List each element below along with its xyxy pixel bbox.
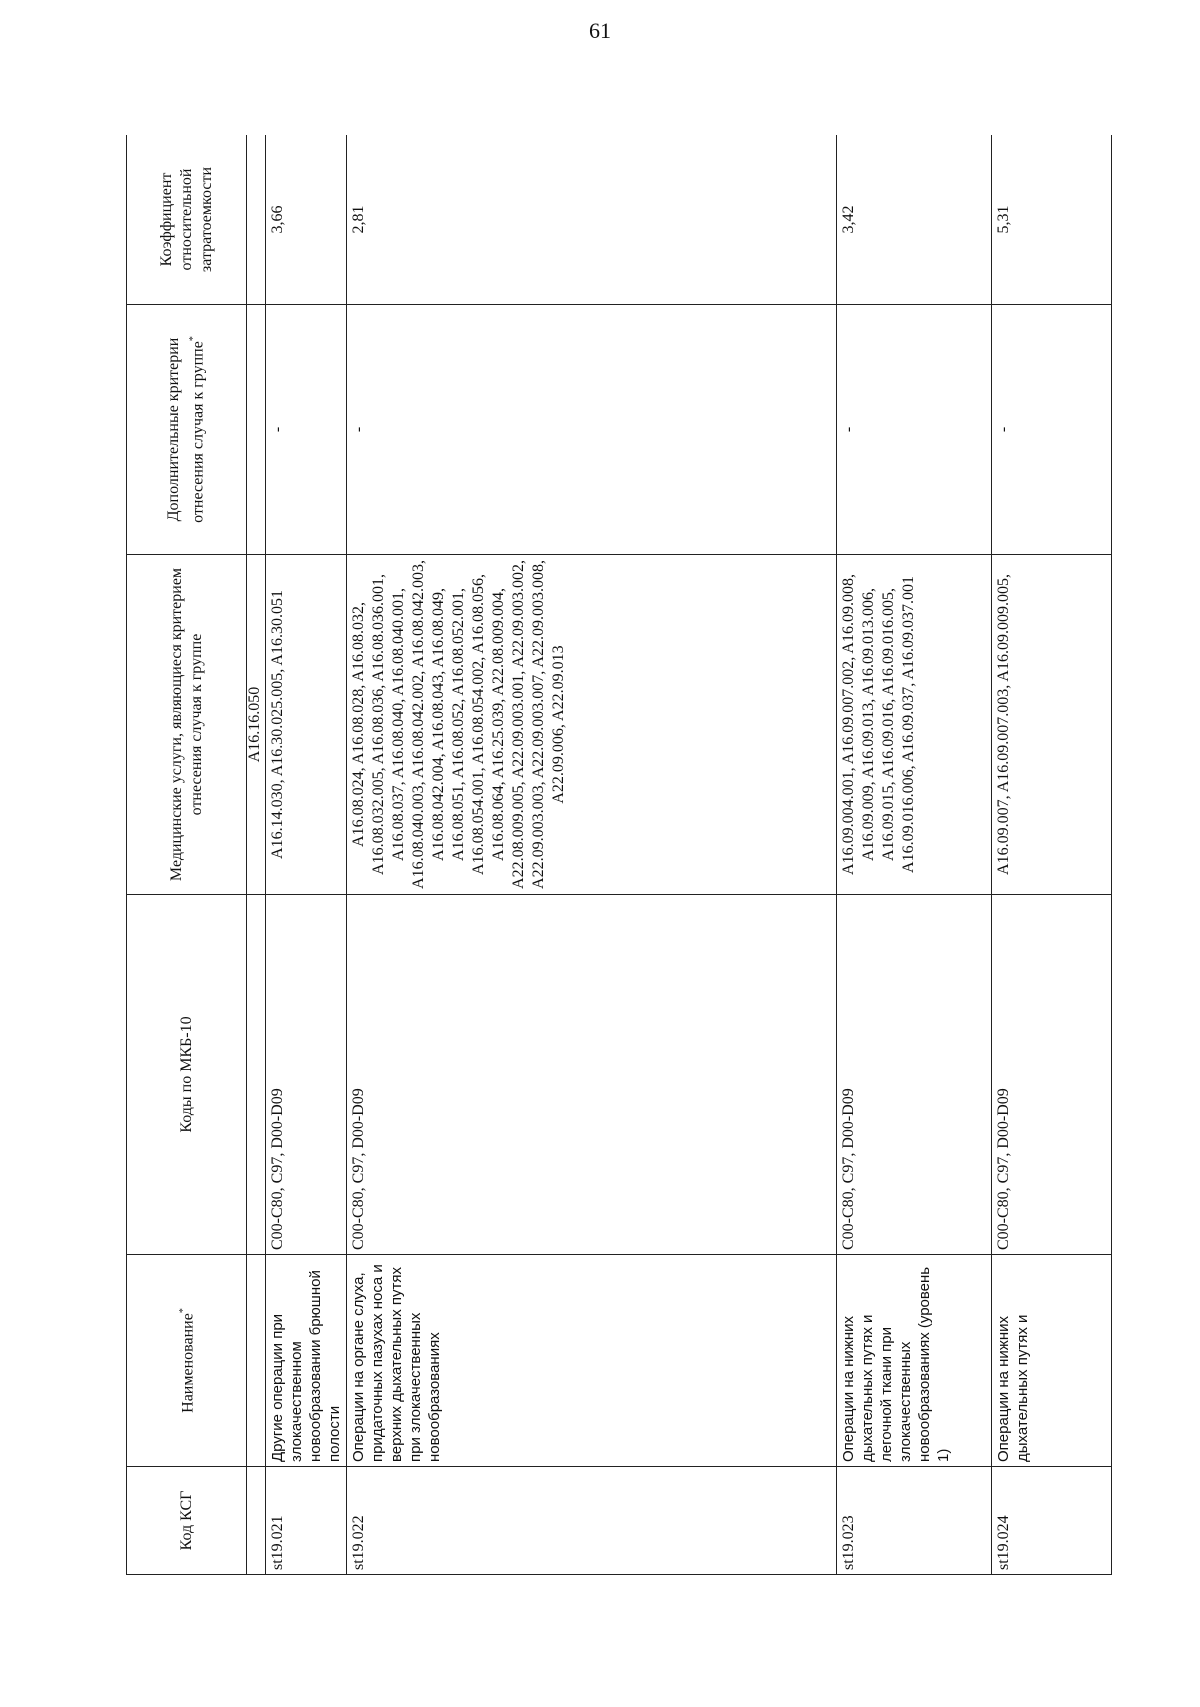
row-extra: - (837, 305, 992, 555)
row-name: Другие операции при злокачественном новообразовании брюшной полости (266, 1255, 347, 1467)
row-mkb: C00-C80, C97, D00-D09 (992, 895, 1112, 1255)
row-services: A16.09.007, A16.09.007.003, A16.09.009.005, (992, 555, 1112, 895)
table-row (837, 135, 992, 1575)
header-extra: Дополнительные критерии отнесения случая к группе* (127, 305, 247, 555)
header-coef: Коэффициент относительной затратоемкости (127, 135, 247, 305)
row-code: st19.024 (992, 1467, 1112, 1575)
row-extra: - (347, 305, 837, 555)
row-coef: 3,66 (266, 135, 347, 305)
landscape-table-container (126, 135, 1184, 1575)
carryover-services: A16.16.050 (247, 555, 266, 895)
row-code: st19.021 (266, 1467, 347, 1575)
row-code: st19.022 (347, 1467, 837, 1575)
row-mkb: C00-C80, C97, D00-D09 (266, 895, 347, 1255)
row-services: A16.14.030, A16.30.025.005, A16.30.051 (266, 555, 347, 895)
row-extra: - (266, 305, 347, 555)
table-row (347, 135, 837, 1575)
row-services: A16.09.004.001, A16.09.007.002, A16.09.008, A16.09.009, A16.09.013, A16.09.013.006, A16.09.015, A16.09.016, A16.09.016.005, A16.09.016.006, A16.09.037, A16.09.037.001 (837, 555, 992, 895)
table-header-row (127, 135, 247, 1575)
ksg-table (126, 135, 1112, 1575)
row-name: Операции на нижних дыхательных путях и (992, 1255, 1112, 1467)
row-services: A16.08.024, A16.08.028, A16.08.032, A16.08.032.005, A16.08.036, A16.08.036.001, A16.08.037, A16.08.040, A16.08.040.001, A16.08.040.003, A16.08.042.002, A16.08.042.003, A16.08.042.004, A16.08.043, A16.08.049, A16.08.051, A16.08.052, A16.08.052.001, A16.08.054.001, A16.08.054.002, A16.08.056, A16.08.064, A16.25.039, A22.08.009.004, A22.08.009.005, A22.09.003.001, A22.09.003.002, A22.09.003.003, A22.09.003.007, A22.09.003.008, A22.09.006, A22.09.013 (347, 555, 837, 895)
row-code: st19.023 (837, 1467, 992, 1575)
footnote-mark: * (188, 336, 200, 342)
table-row (266, 135, 347, 1575)
header-name: Наименование* (127, 1255, 247, 1467)
row-mkb: C00-C80, C97, D00-D09 (837, 895, 992, 1255)
row-coef: 2,81 (347, 135, 837, 305)
row-name: Операции на органе слуха, придаточных пазухах носа и верхних дыхательных путях при злокачественных новообразованиях (347, 1255, 837, 1467)
row-coef: 5,31 (992, 135, 1112, 305)
row-mkb: C00-C80, C97, D00-D09 (347, 895, 837, 1255)
table-row (992, 135, 1112, 1575)
rotated-table-frame (126, 135, 1184, 1575)
header-mkb: Коды по МКБ-10 (127, 895, 247, 1255)
page-number: 61 (589, 18, 611, 43)
row-extra: - (992, 305, 1112, 555)
header-services: Медицинские услуги, являющиеся критерием отнесения случая к группе (127, 555, 247, 895)
row-coef: 3,42 (837, 135, 992, 305)
carryover-row (247, 135, 266, 1575)
header-code: Код КСГ (127, 1467, 247, 1575)
row-name: Операции на нижних дыхательных путях и легочной ткани при злокачественных новообразованиях (уровень 1) (837, 1255, 992, 1467)
footnote-mark: * (178, 1308, 190, 1314)
